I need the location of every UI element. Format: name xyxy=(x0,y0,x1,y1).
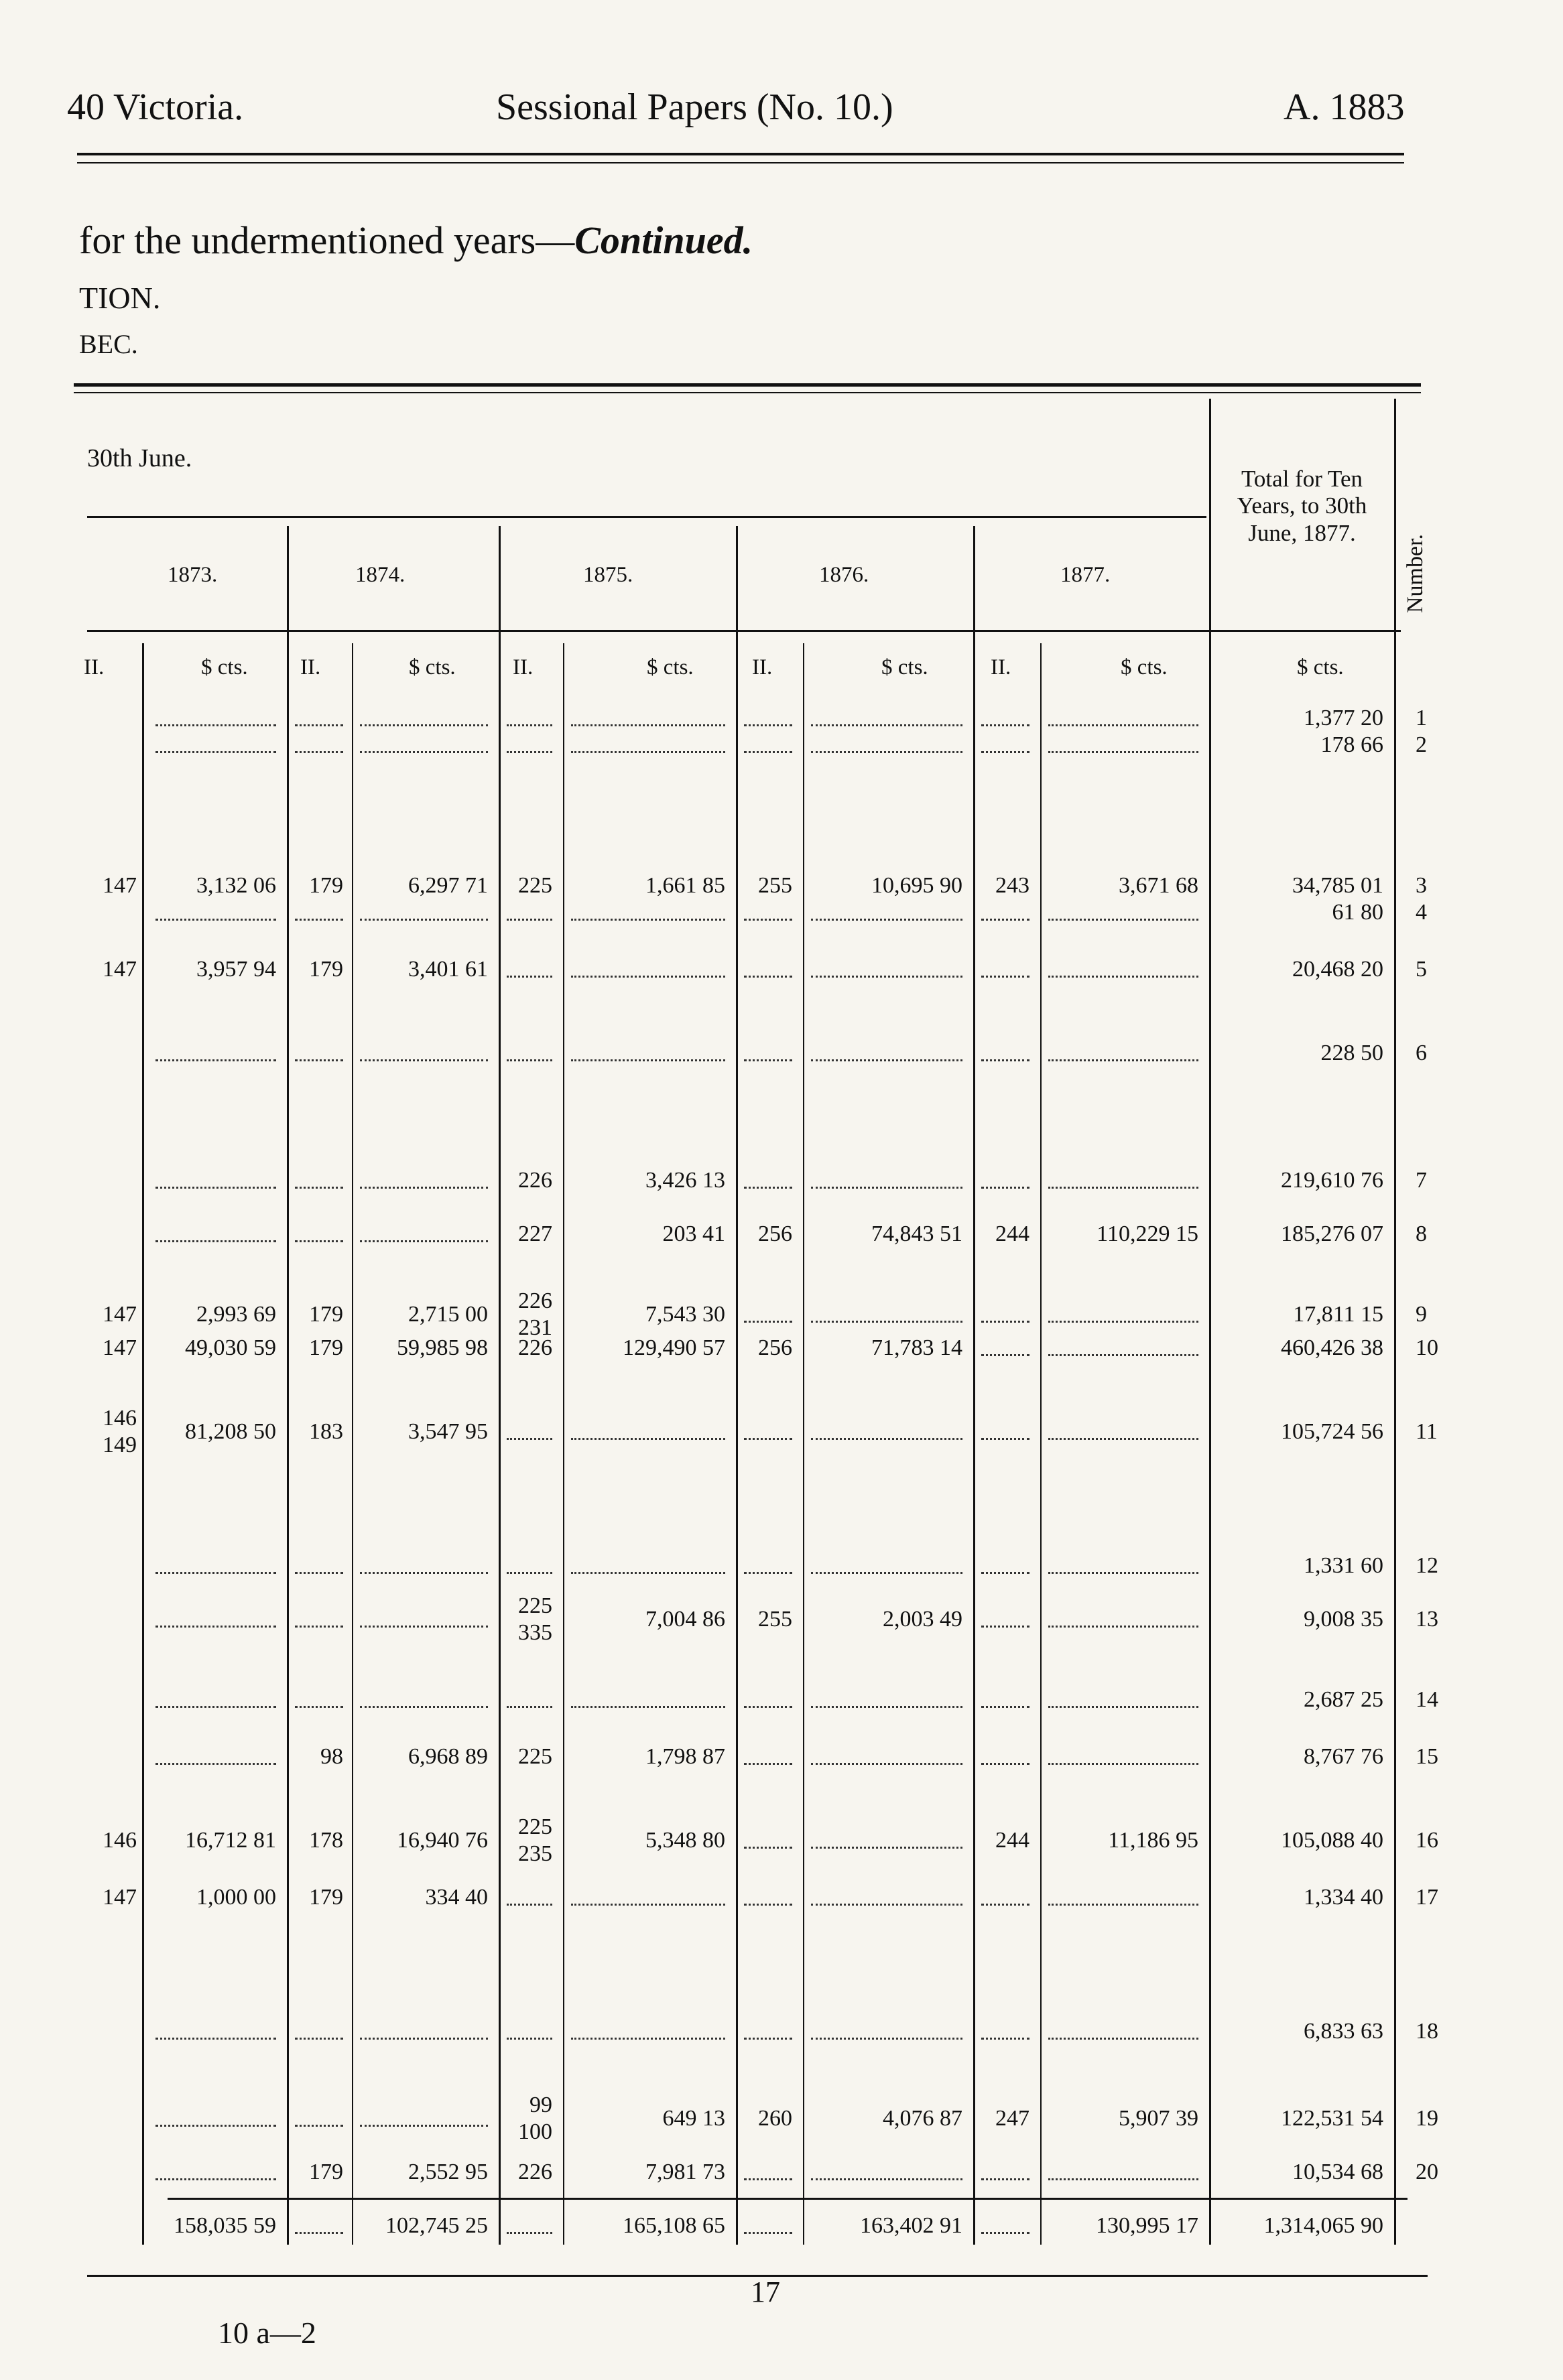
cell-y1877: 110,229 15 xyxy=(1097,1221,1198,1246)
leader-dots xyxy=(811,1059,962,1061)
cell-c0: 147 xyxy=(103,1335,137,1360)
leader-dots xyxy=(1048,1438,1198,1440)
cell-y1876: 4,076 87 xyxy=(883,2106,962,2131)
cell-i1874: 179 xyxy=(309,1302,343,1327)
leader-dots xyxy=(360,724,488,726)
row-number: 18 xyxy=(1416,2019,1438,2044)
leader-dots xyxy=(811,2038,962,2040)
cell-total: 1,334 40 xyxy=(1304,1885,1383,1910)
col-rule xyxy=(287,526,289,2245)
cell-i1875: 226 xyxy=(518,1288,552,1313)
row-number: 8 xyxy=(1416,1221,1427,1246)
cell-y1873: 81,208 50 xyxy=(185,1419,276,1444)
leader-dots xyxy=(360,1572,488,1574)
cell-i1875: 226 xyxy=(518,1168,552,1193)
col-rule xyxy=(736,526,738,2245)
leader-dots xyxy=(507,1059,552,1061)
leader-dots xyxy=(744,919,792,921)
cell-y1873: 2,993 69 xyxy=(196,1302,276,1327)
leader-dots xyxy=(811,1187,962,1189)
leader-dots xyxy=(1048,1354,1198,1356)
cell-y1873: 1,000 00 xyxy=(196,1885,276,1910)
row-number: 17 xyxy=(1416,1885,1438,1910)
leader-dots xyxy=(1048,1059,1198,1061)
leader-dots xyxy=(295,724,343,726)
cell-y1875: 1,798 87 xyxy=(645,1744,725,1769)
cell-i1875: 227 xyxy=(518,1221,552,1246)
title-line-2: TION. xyxy=(79,281,161,315)
cell-y1875: 3,426 13 xyxy=(645,1168,725,1193)
total-y1877: 130,995 17 xyxy=(1096,2213,1198,2238)
table-top-rule-thin xyxy=(74,392,1421,393)
cell-c0: 146 xyxy=(103,1406,137,1431)
leader-dots xyxy=(360,1706,488,1708)
leader-dots xyxy=(981,976,1029,978)
cell-i1875: 335 xyxy=(518,1620,552,1645)
cell-total: 228 50 xyxy=(1320,1041,1383,1065)
leader-dots xyxy=(571,724,725,726)
cell-total: 105,088 40 xyxy=(1281,1828,1383,1853)
cell-y1876: 74,843 51 xyxy=(871,1221,962,1246)
leader-dots xyxy=(155,1059,276,1061)
cell-total: 9,008 35 xyxy=(1304,1607,1383,1632)
leader-dots xyxy=(1048,2178,1198,2180)
header-year-1876: 1876. xyxy=(819,563,869,587)
leader-dots xyxy=(1048,1626,1198,1628)
cell-y1874: 2,552 95 xyxy=(408,2160,488,2184)
leader-dots xyxy=(507,751,552,753)
cell-i1874: 178 xyxy=(309,1828,343,1853)
cell-y1873: 3,132 06 xyxy=(196,873,276,898)
cell-total: 17,811 15 xyxy=(1293,1302,1383,1327)
leader-dots xyxy=(507,919,552,921)
subhead-money: $ cts. xyxy=(881,655,928,679)
leader-dots xyxy=(744,1438,792,1440)
cell-c0: 149 xyxy=(103,1433,137,1457)
cell-i1875: 225 xyxy=(518,1593,552,1618)
leader-dots xyxy=(155,1706,276,1708)
leader-dots xyxy=(744,2038,792,2040)
row-number: 19 xyxy=(1416,2106,1438,2131)
leader-dots xyxy=(360,2125,488,2127)
total-y1876: 163,402 91 xyxy=(860,2213,962,2238)
row-number: 20 xyxy=(1416,2160,1438,2184)
cell-y1875: 1,661 85 xyxy=(645,873,725,898)
header-bottom-rule xyxy=(87,630,1401,632)
cell-y1875: 7,981 73 xyxy=(645,2160,725,2184)
page-title xyxy=(79,218,753,263)
header-year-1874: 1874. xyxy=(355,563,405,587)
cell-total: 122,531 54 xyxy=(1281,2106,1383,2131)
leader-dots xyxy=(155,2038,276,2040)
cell-y1876: 2,003 49 xyxy=(883,1607,962,1632)
cell-i1876: 255 xyxy=(758,1607,792,1632)
leader-dots xyxy=(295,1059,343,1061)
row-number: 14 xyxy=(1416,1687,1438,1712)
header-year-1875: 1875. xyxy=(583,563,633,587)
cell-total: 34,785 01 xyxy=(1292,873,1383,898)
cell-i1876: 260 xyxy=(758,2106,792,2131)
subhead-money: $ cts. xyxy=(1297,655,1344,679)
head-rule-thin xyxy=(77,162,1404,163)
subhead-money: $ cts. xyxy=(647,655,694,679)
leader-dots xyxy=(571,1572,725,1574)
leader-dots xyxy=(981,751,1029,753)
cell-c0: 146 xyxy=(103,1828,137,1853)
leader-dots xyxy=(507,1904,552,1906)
leader-dots xyxy=(295,1626,343,1628)
col-rule xyxy=(973,526,975,2245)
cell-y1875: 5,348 80 xyxy=(645,1828,725,1853)
cell-y1874: 3,401 61 xyxy=(408,957,488,982)
cell-y1874: 16,940 76 xyxy=(397,1828,488,1853)
leader-dots xyxy=(1048,1572,1198,1574)
leader-dots xyxy=(155,751,276,753)
leader-dots xyxy=(571,1059,725,1061)
page-number: 17 xyxy=(751,2275,780,2308)
leader-dots xyxy=(744,1572,792,1574)
col-rule xyxy=(1209,399,1211,2245)
cell-i1874: 183 xyxy=(309,1419,343,1444)
leader-dots xyxy=(811,724,962,726)
col-rule xyxy=(499,526,501,2245)
leader-dots xyxy=(1048,724,1198,726)
subhead-ii: II. xyxy=(513,655,534,679)
cell-i1877: 243 xyxy=(995,873,1029,898)
leader-dots xyxy=(295,919,343,921)
cell-total: 1,331 60 xyxy=(1304,1553,1383,1578)
leader-dots xyxy=(811,2178,962,2180)
leader-dots xyxy=(811,1321,962,1323)
cell-y1873: 3,957 94 xyxy=(196,957,276,982)
leader-dots xyxy=(981,1904,1029,1906)
row-number: 10 xyxy=(1416,1335,1438,1360)
leader-dots xyxy=(981,1187,1029,1189)
header-period: 30th June. xyxy=(87,444,192,472)
leader-dots xyxy=(1048,1321,1198,1323)
leader-dots xyxy=(981,1626,1029,1628)
header-period-rule xyxy=(87,516,1206,518)
cell-y1875: 203 41 xyxy=(662,1221,725,1246)
row-number: 3 xyxy=(1416,873,1427,898)
leader-dots xyxy=(981,919,1029,921)
cell-c0: 147 xyxy=(103,873,137,898)
leader-dots xyxy=(744,1059,792,1061)
leader-dots xyxy=(360,751,488,753)
leader-dots xyxy=(744,751,792,753)
header-number: Number. xyxy=(1403,533,1428,613)
row-number: 16 xyxy=(1416,1828,1438,1853)
leader-dots xyxy=(1048,751,1198,753)
cell-i1874: 179 xyxy=(309,957,343,982)
cell-y1876: 71,783 14 xyxy=(871,1335,962,1360)
row-number: 4 xyxy=(1416,900,1427,925)
leader-dots xyxy=(811,976,962,978)
header-year-1873: 1873. xyxy=(168,563,218,587)
leader-dots xyxy=(744,1763,792,1765)
cell-total: 219,610 76 xyxy=(1281,1168,1383,1193)
row-number: 1 xyxy=(1416,706,1427,730)
leader-dots xyxy=(981,1354,1029,1356)
cell-total: 1,377 20 xyxy=(1304,706,1383,730)
header-total: Total for Ten Years, to 30th June, 1877. xyxy=(1237,466,1367,546)
row-number: 2 xyxy=(1416,732,1427,757)
leader-dots xyxy=(571,976,725,978)
totals-rule xyxy=(168,2198,1408,2200)
col-rule xyxy=(1394,399,1396,2245)
total-y1873: 158,035 59 xyxy=(174,2213,276,2238)
title-prefix: for the undermentioned years— xyxy=(79,218,575,262)
cell-y1877: 5,907 39 xyxy=(1119,2106,1198,2131)
leader-dots xyxy=(360,919,488,921)
leader-dots xyxy=(1048,1187,1198,1189)
leader-dots xyxy=(295,1706,343,1708)
leader-dots xyxy=(571,919,725,921)
cell-y1874: 334 40 xyxy=(425,1885,488,1910)
total-total: 1,314,065 90 xyxy=(1263,2213,1383,2238)
leader-dots xyxy=(295,751,343,753)
cell-i1877: 244 xyxy=(995,1828,1029,1853)
leader-dots xyxy=(981,1706,1029,1708)
leader-dots xyxy=(981,1763,1029,1765)
leader-dots xyxy=(811,751,962,753)
subhead-money: $ cts. xyxy=(1121,655,1168,679)
leader-dots xyxy=(571,1706,725,1708)
cell-i1875: 235 xyxy=(518,1841,552,1866)
footer-signature: 10 a—2 xyxy=(218,2316,316,2350)
leader-dots xyxy=(1048,1904,1198,1906)
leader-dots xyxy=(981,2038,1029,2040)
cell-y1875: 129,490 57 xyxy=(623,1335,725,1360)
leader-dots xyxy=(744,724,792,726)
leader-dots xyxy=(507,724,552,726)
cell-c0: 147 xyxy=(103,1302,137,1327)
cell-i1874: 179 xyxy=(309,873,343,898)
leader-dots xyxy=(295,2038,343,2040)
cell-y1875: 7,004 86 xyxy=(645,1607,725,1632)
subhead-money: $ cts. xyxy=(409,655,456,679)
leader-dots xyxy=(295,2232,343,2234)
row-number: 7 xyxy=(1416,1168,1427,1193)
leader-dots xyxy=(571,751,725,753)
row-number: 6 xyxy=(1416,1041,1427,1065)
leader-dots xyxy=(155,1187,276,1189)
cell-y1874: 2,715 00 xyxy=(408,1302,488,1327)
cell-y1874: 3,547 95 xyxy=(408,1419,488,1444)
leader-dots xyxy=(571,1438,725,1440)
cell-i1874: 179 xyxy=(309,2160,343,2184)
leader-dots xyxy=(507,1572,552,1574)
running-head-right: A. 1883 xyxy=(1284,86,1405,128)
subhead-money: $ cts. xyxy=(201,655,248,679)
cell-y1875: 649 13 xyxy=(662,2106,725,2131)
leader-dots xyxy=(1048,976,1198,978)
leader-dots xyxy=(295,1187,343,1189)
cell-y1875: 7,543 30 xyxy=(645,1302,725,1327)
leader-dots xyxy=(155,1240,276,1242)
cell-c0: 147 xyxy=(103,1885,137,1910)
leader-dots xyxy=(571,1904,725,1906)
cell-i1877: 247 xyxy=(995,2106,1029,2131)
leader-dots xyxy=(981,1572,1029,1574)
leader-dots xyxy=(1048,1763,1198,1765)
leader-dots xyxy=(507,2232,552,2234)
cell-total: 6,833 63 xyxy=(1304,2019,1383,2044)
leader-dots xyxy=(295,1572,343,1574)
cell-i1875: 225 xyxy=(518,1744,552,1769)
header-year-1877: 1877. xyxy=(1060,563,1111,587)
cell-i1874: 179 xyxy=(309,1335,343,1360)
leader-dots xyxy=(360,1059,488,1061)
row-number: 13 xyxy=(1416,1607,1438,1632)
leader-dots xyxy=(155,919,276,921)
running-head-left: 40 Victoria. xyxy=(67,86,244,128)
cell-i1874: 98 xyxy=(320,1744,343,1769)
cell-y1874: 59,985 98 xyxy=(397,1335,488,1360)
leader-dots xyxy=(155,1572,276,1574)
title-line-3: BEC. xyxy=(79,329,138,359)
cell-y1876: 10,695 90 xyxy=(871,873,962,898)
leader-dots xyxy=(1048,2038,1198,2040)
total-y1874: 102,745 25 xyxy=(385,2213,488,2238)
cell-total: 178 66 xyxy=(1320,732,1383,757)
row-number: 9 xyxy=(1416,1302,1427,1327)
leader-dots xyxy=(981,2232,1029,2234)
table-top-rule xyxy=(74,383,1421,387)
subhead-ii: II. xyxy=(752,655,773,679)
cell-i1875: 225 xyxy=(518,1814,552,1839)
leader-dots xyxy=(1048,919,1198,921)
leader-dots xyxy=(360,1626,488,1628)
subhead-ii: II. xyxy=(84,655,105,679)
leader-dots xyxy=(507,976,552,978)
total-y1875: 165,108 65 xyxy=(623,2213,725,2238)
subhead-ii: II. xyxy=(300,655,321,679)
cell-total: 8,767 76 xyxy=(1304,1744,1383,1769)
cell-i1875: 100 xyxy=(518,2119,552,2144)
cell-i1874: 179 xyxy=(309,1885,343,1910)
row-number: 5 xyxy=(1416,957,1427,982)
leader-dots xyxy=(295,2125,343,2127)
leader-dots xyxy=(744,1847,792,1849)
cell-total: 61 80 xyxy=(1332,900,1383,925)
running-head-center: Sessional Papers (No. 10.) xyxy=(496,86,893,128)
row-number: 15 xyxy=(1416,1744,1438,1769)
cell-i1875: 225 xyxy=(518,873,552,898)
subhead-ii: II. xyxy=(991,655,1011,679)
cell-total: 105,724 56 xyxy=(1281,1419,1383,1444)
row-number: 11 xyxy=(1416,1419,1438,1444)
leader-dots xyxy=(571,2038,725,2040)
leader-dots xyxy=(1048,1706,1198,1708)
cell-i1875: 226 xyxy=(518,1335,552,1360)
cell-y1873: 49,030 59 xyxy=(185,1335,276,1360)
leader-dots xyxy=(811,1706,962,1708)
leader-dots xyxy=(360,2038,488,2040)
leader-dots xyxy=(744,1706,792,1708)
leader-dots xyxy=(155,724,276,726)
leader-dots xyxy=(744,1187,792,1189)
leader-dots xyxy=(744,2232,792,2234)
leader-dots xyxy=(744,976,792,978)
leader-dots xyxy=(981,1321,1029,1323)
leader-dots xyxy=(811,1572,962,1574)
row-number: 12 xyxy=(1416,1553,1438,1578)
leader-dots xyxy=(744,2178,792,2180)
cell-total: 185,276 07 xyxy=(1281,1221,1383,1246)
cell-i1876: 256 xyxy=(758,1221,792,1246)
cell-i1877: 244 xyxy=(995,1221,1029,1246)
cell-total: 10,534 68 xyxy=(1292,2160,1383,2184)
cell-total: 20,468 20 xyxy=(1292,957,1383,982)
leader-dots xyxy=(811,1438,962,1440)
leader-dots xyxy=(744,1904,792,1906)
cell-y1874: 6,297 71 xyxy=(408,873,488,898)
cell-i1876: 255 xyxy=(758,873,792,898)
leader-dots xyxy=(981,1059,1029,1061)
cell-i1875: 231 xyxy=(518,1315,552,1340)
cell-i1875: 99 xyxy=(529,2093,552,2117)
leader-dots xyxy=(507,2038,552,2040)
leader-dots xyxy=(811,919,962,921)
cell-total: 460,426 38 xyxy=(1281,1335,1383,1360)
cell-y1877: 11,186 95 xyxy=(1108,1828,1198,1853)
leader-dots xyxy=(811,1763,962,1765)
leader-dots xyxy=(981,2178,1029,2180)
cell-y1877: 3,671 68 xyxy=(1119,873,1198,898)
cell-y1874: 6,968 89 xyxy=(408,1744,488,1769)
cell-y1873: 16,712 81 xyxy=(185,1828,276,1853)
leader-dots xyxy=(744,1321,792,1323)
leader-dots xyxy=(981,724,1029,726)
leader-dots xyxy=(981,1438,1029,1440)
head-rule xyxy=(77,153,1404,155)
cell-c0: 147 xyxy=(103,957,137,982)
cell-i1875: 226 xyxy=(518,2160,552,2184)
leader-dots xyxy=(811,1904,962,1906)
leader-dots xyxy=(507,1706,552,1708)
leader-dots xyxy=(155,1626,276,1628)
title-continued: Continued. xyxy=(574,218,753,262)
cell-i1876: 256 xyxy=(758,1335,792,1360)
leader-dots xyxy=(155,2125,276,2127)
leader-dots xyxy=(295,1240,343,1242)
cell-total: 2,687 25 xyxy=(1304,1687,1383,1712)
leader-dots xyxy=(507,1438,552,1440)
